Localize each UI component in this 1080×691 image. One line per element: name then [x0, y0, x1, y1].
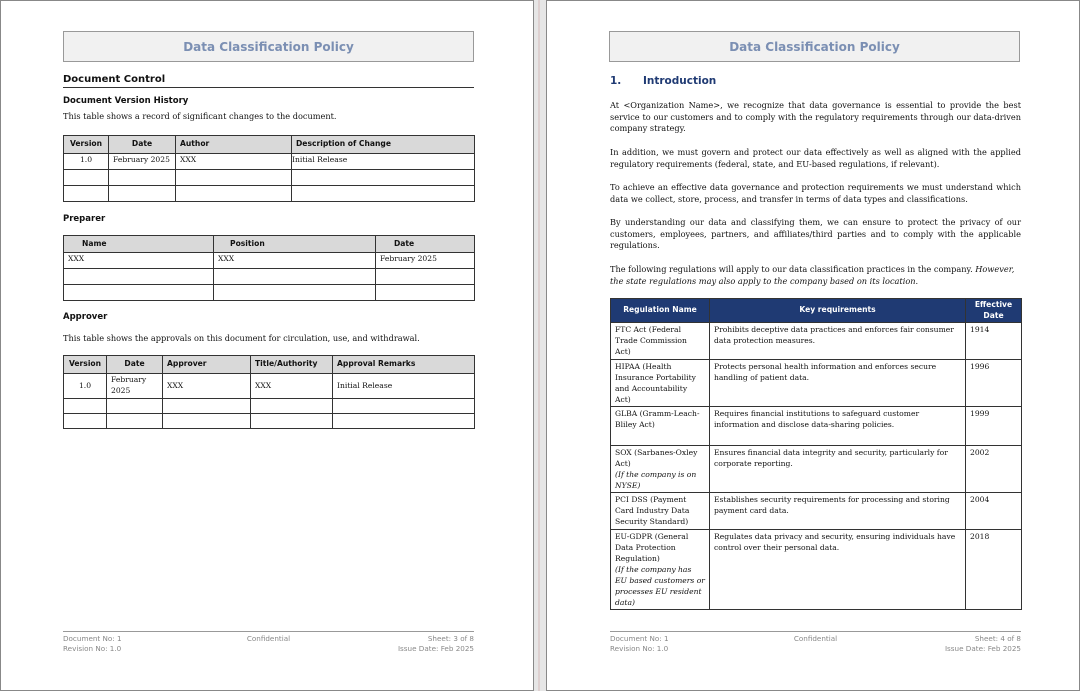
reg-name-text: GLBA (Gramm-Leach-Bliley Act): [615, 409, 700, 429]
page-header-title: Data Classification Policy: [63, 31, 474, 62]
table-cell: [163, 399, 251, 414]
regulation-requirement: Prohibits deceptive data practices and enforces fair consumer data protection measures.: [710, 323, 966, 360]
column-header: Position: [214, 236, 376, 253]
regulation-requirement: Establishes security requirements for processing and storing payment card data.: [710, 493, 966, 530]
table-cell: [107, 414, 163, 429]
reg-name-text: FTC Act (Federal Trade Commission Act): [615, 325, 687, 356]
table-row: [611, 530, 1022, 610]
table-cell: XXX: [251, 374, 333, 399]
column-header: Date: [109, 136, 176, 154]
table-cell: XXX: [176, 154, 292, 170]
regulation-date: 2002: [966, 446, 1022, 493]
table-cell: XXX: [64, 253, 214, 269]
column-header: Author: [176, 136, 292, 154]
table-cell: [251, 414, 333, 429]
section-title: Introduction: [642, 75, 717, 87]
version-history-table: [63, 135, 475, 202]
table-cell: February 2025: [107, 374, 163, 399]
table-cell: [64, 186, 109, 202]
column-header: Name: [64, 236, 214, 253]
version-history-heading: Document Version History: [63, 96, 189, 106]
column-header: Key requirements: [710, 299, 966, 323]
reg-name-text: PCI DSS (Payment Card Industry Data Security Standard): [615, 495, 690, 526]
reg-name-text: SOX (Sarbanes-Oxley Act): [615, 448, 698, 468]
table-row: [611, 323, 1022, 360]
footer-revision: Revision No: 1.0: [610, 643, 669, 653]
footer-issue-date: Issue Date: Feb 2025: [944, 643, 1021, 653]
table-row: [64, 186, 475, 202]
reg-name-text: EU-GDPR (General Data Protection Regulation): [615, 532, 689, 563]
intro-paragraph-1: At <Organization Name>, we recognize that data governance is essential to provide the best service to our customers and to comply with the regulatory requirements through our data-driven company strategy.: [610, 100, 1021, 133]
table-row: [64, 285, 475, 301]
table-cell: [107, 399, 163, 414]
version-history-description: This table shows a record of significant changes to the document.: [63, 111, 337, 121]
regulation-name: [611, 407, 710, 446]
regulation-date: 2004: [966, 493, 1022, 530]
table-cell: [109, 170, 176, 186]
table-cell: [376, 269, 475, 285]
table-cell: 1.0: [64, 374, 107, 399]
paragraph-italic-text: However, the state regulations may also apply to the company based on its location.: [610, 264, 1015, 286]
intro-paragraph-3: To achieve an effective data governance and protection requirements we must understand which data we collect, store, process, and transfer in terms of data types and classifications.: [610, 182, 1021, 204]
table-row: [64, 414, 475, 429]
reg-name-note: (If the company has EU based customers or processes EU resident data): [615, 565, 705, 607]
intro-paragraph-2: In addition, we must govern and protect our data effectively as well as aligned with the applied regulatory requirements (federal, state, and EU-based regulations, if relevant).: [610, 147, 1021, 169]
table-row: [611, 446, 1022, 493]
footer-sheet-info: [398, 634, 474, 653]
table-cell: Initial Release: [292, 154, 475, 170]
table-cell: [214, 269, 376, 285]
table-cell: [333, 399, 475, 414]
table-cell: [376, 285, 475, 301]
section-number: 1.: [610, 75, 622, 87]
regulation-date: 1996: [966, 360, 1022, 407]
footer-sheet: Sheet: 4 of 8: [974, 634, 1021, 643]
table-cell: [64, 414, 107, 429]
table-cell: [64, 269, 214, 285]
table-cell: [333, 414, 475, 429]
regulation-name: [611, 323, 710, 360]
table-cell: XXX: [214, 253, 376, 269]
table-cell: [64, 285, 214, 301]
regulation-requirement: Ensures financial data integrity and security, particularly for corporate reporting.: [710, 446, 966, 493]
footer-issue-date: Issue Date: Feb 2025: [397, 643, 474, 653]
preparer-table: [63, 235, 475, 301]
column-header: Date: [376, 236, 475, 253]
table-row: [64, 374, 475, 399]
table-cell: XXX: [163, 374, 251, 399]
table-row: [611, 407, 1022, 446]
paragraph-text: The following regulations will apply to our data classification practices in the company.: [610, 264, 976, 274]
approver-heading: Approver: [63, 312, 108, 322]
regulation-name: [611, 360, 710, 407]
table-cell: February 2025: [109, 154, 176, 170]
table-row: [64, 269, 475, 285]
table-row: [64, 399, 475, 414]
table-cell: [214, 285, 376, 301]
table-cell: [64, 399, 107, 414]
document-page-3: [0, 0, 534, 691]
approver-table: [63, 355, 475, 429]
column-header: Regulation Name: [611, 299, 710, 323]
table-row: [64, 253, 475, 269]
table-cell: [292, 170, 475, 186]
regulation-date: 2018: [966, 530, 1022, 610]
column-header: Approval Remarks: [333, 356, 475, 374]
regulation-name: [611, 530, 710, 610]
regulation-date: 1999: [966, 407, 1022, 446]
table-row: [611, 493, 1022, 530]
document-page-4: [546, 0, 1080, 691]
regulation-name: [611, 446, 710, 493]
table-cell: [64, 170, 109, 186]
table-cell: [176, 186, 292, 202]
footer-doc-no: Document No: 1: [610, 634, 669, 643]
footer-confidential: Confidential: [246, 634, 291, 643]
regulation-name: [611, 493, 710, 530]
page-header-title: Data Classification Policy: [609, 31, 1020, 62]
table-cell: [109, 186, 176, 202]
document-control-heading: Document Control: [63, 74, 474, 88]
table-row: [611, 360, 1022, 407]
regulation-requirement: Regulates data privacy and security, ensuring individuals have control over their personal data.: [710, 530, 966, 610]
footer-revision: Revision No: 1.0: [63, 643, 122, 653]
table-cell: Initial Release: [333, 374, 475, 399]
column-header: Version: [64, 136, 109, 154]
column-header: Title/Authority: [251, 356, 333, 374]
table-row: [64, 170, 475, 186]
table-cell: [251, 399, 333, 414]
page-footer: [63, 631, 474, 654]
page-divider: [538, 0, 540, 691]
regulation-date: 1914: [966, 323, 1022, 360]
page-gutter: [534, 0, 546, 691]
table-row: [64, 154, 475, 170]
column-header: Approver: [163, 356, 251, 374]
intro-paragraph-5: [610, 264, 1021, 287]
table-cell: 1.0: [64, 154, 109, 170]
footer-sheet-info: [945, 634, 1021, 653]
approver-description: This table shows the approvals on this document for circulation, use, and withdrawal.: [63, 333, 420, 343]
reg-name-note: (If the company is on NYSE): [615, 470, 697, 490]
footer-doc-no: Document No: 1: [63, 634, 122, 643]
table-cell: [163, 414, 251, 429]
table-cell: [176, 170, 292, 186]
table-cell: [292, 186, 475, 202]
regulation-requirement: Requires financial institutions to safeguard customer information and disclose data-sharing policies.: [710, 407, 966, 446]
column-header: Version: [64, 356, 107, 374]
footer-confidential: Confidential: [793, 634, 838, 643]
column-header: Date: [107, 356, 163, 374]
preparer-heading: Preparer: [63, 214, 106, 224]
footer-sheet: Sheet: 3 of 8: [427, 634, 474, 643]
table-cell: February 2025: [376, 253, 475, 269]
regulation-requirement: Protects personal health information and enforces secure handling of patient data.: [710, 360, 966, 407]
reg-name-text: HIPAA (Health Insurance Portability and Accountability Act): [615, 362, 696, 404]
regulations-table: [610, 298, 1022, 610]
intro-paragraph-4: By understanding our data and classifying them, we can ensure to protect the privacy of our customers, employees, partners, and affiliates/third parties and to comply with the applicable regulations.: [610, 217, 1021, 250]
column-header: Description of Change: [292, 136, 475, 154]
column-header: Effective Date: [966, 299, 1022, 323]
section-heading: [610, 75, 716, 87]
page-footer: [610, 631, 1021, 654]
